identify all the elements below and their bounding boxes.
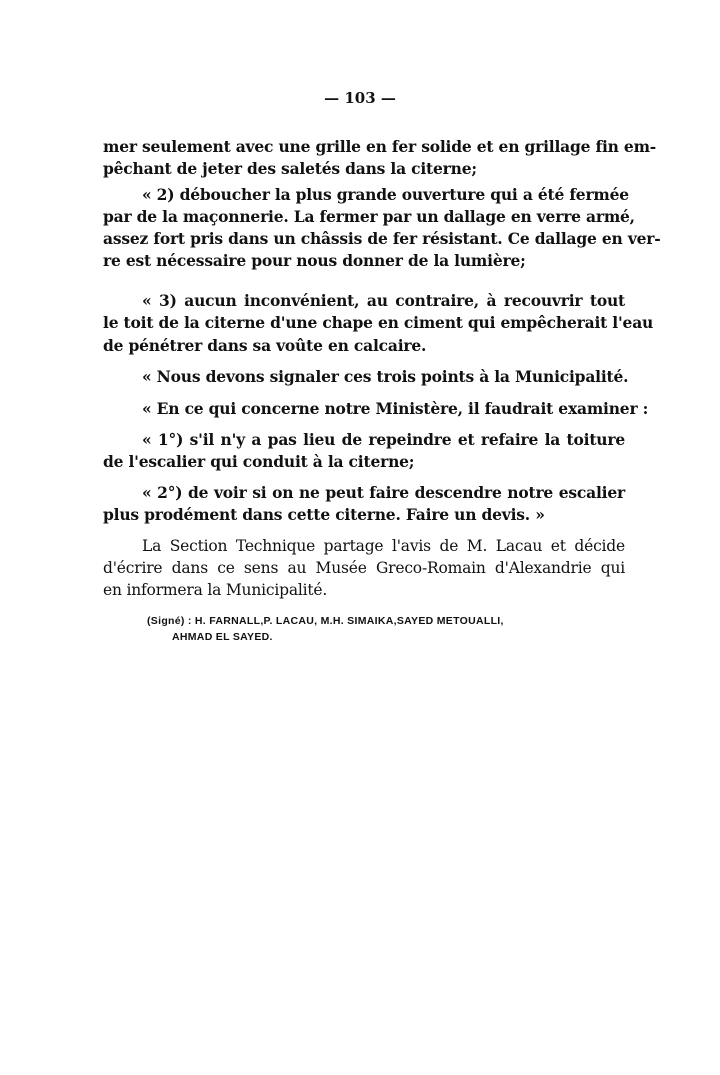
text-line: mer seulement avec une grille en fer solide et en grillage fin em- (103, 137, 657, 156)
text-line: assez fort pris dans un châssis de fer résistant. Ce dallage en ver- (103, 229, 661, 248)
text-line: « 3) aucun inconvénient, au contraire, à recouvrir tout (142, 291, 625, 310)
text-line: d'écrire dans ce sens au Musée Greco-Romain d'Alexandrie qui (103, 559, 625, 577)
text-line: re est nécessaire pour nous donner de la lumière; (103, 251, 526, 270)
text-line: La Section Technique partage l'avis de M. Lacau et décide (142, 537, 625, 555)
text-line: de l'escalier qui conduit à la citerne; (103, 452, 415, 471)
text-line: « 2°) de voir si on ne peut faire descendre notre escalier (142, 483, 625, 502)
text-line: « Nous devons signaler ces trois points à la Municipalité. (142, 367, 629, 386)
text-line: de pénétrer dans sa voûte en calcaire. (103, 336, 427, 355)
signature-line: (Signé) : H. FARNALL,P. LACAU, M.H. SIMAIKA,SAYED METOUALLI, (147, 615, 504, 627)
text-line: le toit de la citerne d'une chape en ciment qui empêcherait l'eau (103, 313, 654, 332)
page-number: — 103 — (324, 89, 396, 107)
text-line: « 2) déboucher la plus grande ouverture qui a été fermée (142, 185, 629, 204)
text-line: par de la maçonnerie. La fermer par un dallage en verre armé, (103, 207, 635, 226)
text-line: « En ce qui concerne notre Ministère, il faudrait examiner : (142, 399, 649, 418)
signature-line: AHMAD EL SAYED. (172, 631, 273, 643)
text-line: en informera la Municipalité. (103, 581, 328, 599)
text-line: pêchant de jeter des saletés dans la citerne; (103, 159, 477, 178)
text-line: « 1°) s'il n'y a pas lieu de repeindre et refaire la toiture (142, 430, 625, 449)
text-line: plus prodément dans cette citerne. Faire un devis. » (103, 505, 545, 524)
